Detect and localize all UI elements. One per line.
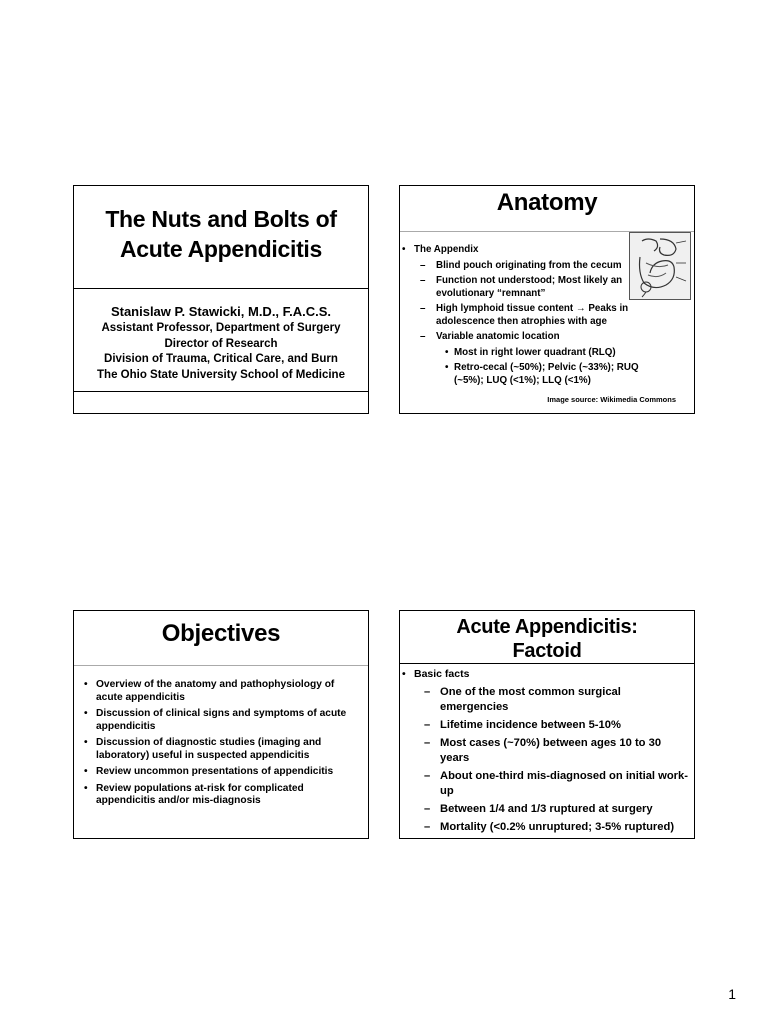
affiliation-line: Assistant Professor, Department of Surgery <box>101 322 341 334</box>
author-block <box>74 303 368 383</box>
title-divider <box>400 663 694 664</box>
mortality-suffix: ) <box>670 821 675 833</box>
list-item: • Overview of the anatomy and pathophysiology of acute appendicitis <box>82 679 362 704</box>
anatomy-bullet-list <box>400 244 639 390</box>
footer-divider <box>74 391 368 392</box>
title-line-1: The Nuts and Bolts of <box>105 206 337 232</box>
slide-title-page <box>73 185 369 414</box>
list-item: – Most cases (~70%) between ages 10 to 30 years <box>400 736 690 766</box>
list-item: • Discussion of diagnostic studies (imaging and laboratory) useful in suspected appendicitis <box>82 737 362 762</box>
slide-anatomy <box>399 185 695 414</box>
list-item: – Blind pouch originating from the cecum <box>400 260 630 273</box>
mortality-text: Mortality (<0.2% unruptured; <box>440 821 596 833</box>
list-item: • Most in right lower quadrant (RLQ) <box>400 347 630 360</box>
list-item: – Variable anatomic location <box>400 331 630 344</box>
list-item: • Basic facts <box>400 667 690 682</box>
mortality-emphasis: 3-5% ruptured <box>595 821 671 833</box>
title-line-2: Acute Appendicitis <box>119 236 323 262</box>
list-item: • Discussion of clinical signs and symptoms of acute appendicitis <box>82 708 362 733</box>
list-item: • Review uncommon presentations of appendicitis <box>82 766 362 779</box>
slide-title: Objectives <box>161 620 281 647</box>
objectives-bullet-list <box>82 679 362 812</box>
slide-factoid <box>399 610 695 839</box>
image-source-caption: Image source: Wikimedia Commons <box>547 395 676 404</box>
affiliation-line: Director of Research <box>164 337 278 350</box>
list-item: – Between 1/4 and 1/3 ruptured at surgery <box>400 802 690 817</box>
title-line-1: Acute Appendicitis: <box>456 616 638 638</box>
list-item: – One of the most common surgical emergencies <box>400 685 690 715</box>
slide-objectives <box>73 610 369 839</box>
presentation-title <box>74 204 368 264</box>
title-divider <box>74 288 368 289</box>
title-line-2: Factoid <box>512 640 582 662</box>
slide-title: Anatomy <box>496 189 598 216</box>
affiliation-line: Division of Trauma, Critical Care, and Burn <box>104 353 338 365</box>
list-item: – Lifetime incidence between 5-10% <box>400 718 690 733</box>
list-item: • Retro-cecal (~50%); Pelvic (~33%); RUQ (~5%); LUQ (<1%); LLQ (<1%) <box>400 362 644 387</box>
title-divider <box>74 665 368 666</box>
list-item: – High lymphoid tissue content → Peaks in adolescence then atrophies with age <box>400 303 630 328</box>
page-number: 1 <box>728 986 736 1002</box>
author-name: Stanislaw P. Stawicki, M.D., F.A.C.S. <box>110 304 332 319</box>
list-item: • Review populations at-risk for complicated appendicitis and/or mis-diagnosis <box>82 783 362 808</box>
list-item <box>400 820 690 835</box>
digestive-system-illustration-icon <box>629 232 691 300</box>
slide-title <box>400 615 694 663</box>
list-item: – About one-third mis-diagnosed on initial work-up <box>400 769 690 799</box>
factoid-bullet-list <box>400 667 690 838</box>
list-item: – Function not understood; Most likely an evolutionary “remnant” <box>400 275 630 300</box>
list-item: • The Appendix <box>400 244 630 257</box>
affiliation-line: The Ohio State University School of Medicine <box>97 368 345 381</box>
